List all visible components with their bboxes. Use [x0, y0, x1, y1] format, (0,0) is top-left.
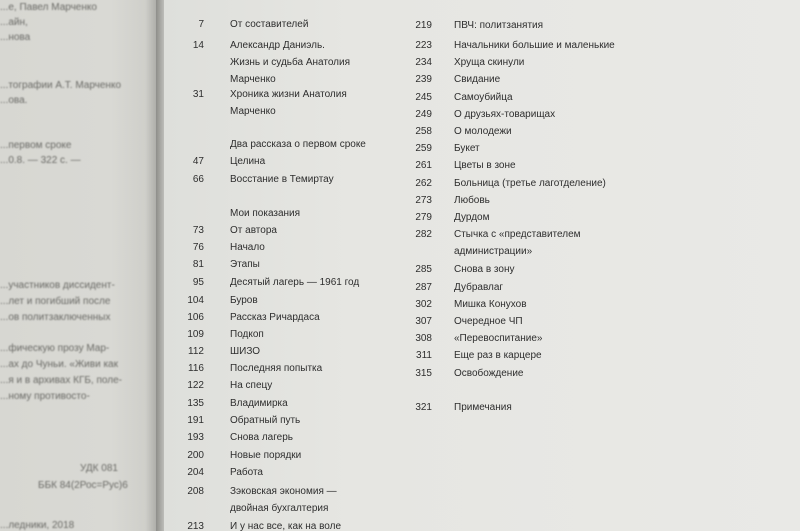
toc-title: Марченко — [230, 74, 276, 85]
left-page-line: ...я и в архивах КГБ, поле- — [0, 375, 122, 386]
toc-title: Работа — [230, 467, 263, 478]
toc-title: Любовь — [454, 195, 490, 206]
toc-title: Мишка Конухов — [454, 299, 527, 310]
toc-title: Владимирка — [230, 398, 288, 409]
toc-title: Жизнь и судьба Анатолия — [230, 57, 351, 68]
toc-title: Восстание в Темиртау — [230, 174, 334, 185]
toc-page-number: 116 — [188, 363, 204, 374]
toc-title: Самоубийца — [454, 92, 513, 103]
toc-page-number: 200 — [187, 450, 204, 461]
toc-title: На спецу — [230, 380, 273, 391]
toc-page-number: 307 — [415, 316, 432, 327]
toc-page-number: 191 — [187, 415, 204, 426]
left-page-line: ...ному противосто- — [0, 391, 90, 402]
toc-title: От автора — [230, 225, 277, 236]
left-page-line: ...нова — [0, 32, 31, 43]
toc-page-number: 14 — [192, 40, 204, 51]
toc-title: Свидание — [454, 74, 501, 85]
toc-title: Снова в зону — [454, 264, 515, 275]
toc-page-number: 245 — [415, 92, 432, 103]
toc-title: «Перевоспитание» — [454, 333, 543, 344]
toc-title: Этапы — [230, 259, 260, 270]
toc-page-number: 311 — [416, 350, 432, 361]
left-page-line: ББК 84(2Рос=Рус)6 — [38, 480, 128, 491]
toc-page-number: 279 — [415, 212, 432, 223]
left-page-line: ...ова. — [0, 95, 28, 106]
toc-title: Дурдом — [454, 212, 490, 223]
toc-page-number: 135 — [187, 398, 204, 409]
toc-page-number: 204 — [187, 467, 204, 478]
toc-title: Мои показания — [230, 208, 301, 219]
toc-page-number: 213 — [187, 521, 204, 531]
left-page-line: ...ледники, 2018 — [0, 520, 75, 531]
left-page-line: ...первом сроке — [0, 140, 72, 151]
toc-page-number: 193 — [187, 432, 204, 443]
toc-title: Два рассказа о первом сроке — [230, 139, 366, 150]
left-page-line: ...тографии А.Т. Марченко — [0, 80, 122, 91]
toc-page-number: 315 — [415, 368, 432, 379]
toc-title: Освобождение — [454, 368, 524, 379]
toc-title: ШИЗО — [230, 346, 261, 357]
left-page-line: ...айн, — [0, 17, 28, 28]
toc-title: О молодежи — [454, 126, 512, 137]
toc-title: Буров — [230, 295, 258, 306]
toc-title: двойная бухгалтерия — [230, 503, 329, 514]
toc-title: Очередное ЧП — [454, 316, 523, 327]
toc-page-number: 66 — [192, 174, 204, 185]
toc-title: Дубравлаг — [454, 282, 504, 293]
toc-page-number: 302 — [415, 299, 432, 310]
toc-title: Еще раз в карцере — [454, 350, 542, 361]
toc-title: От составителей — [230, 19, 309, 30]
toc-title: Стычка с «представителем — [454, 229, 581, 240]
right-page — [164, 0, 800, 531]
toc-page-number: 47 — [192, 156, 204, 167]
toc-page-number: 249 — [415, 109, 432, 120]
toc-title: Целина — [230, 156, 266, 167]
left-page-line: ...е, Павел Марченко — [0, 2, 97, 13]
toc-page-number: 219 — [415, 20, 432, 31]
toc-page-number: 285 — [415, 264, 432, 275]
toc-page-number: 282 — [415, 229, 432, 240]
toc-title: Начало — [230, 242, 265, 253]
toc-page-number: 261 — [415, 160, 432, 171]
toc-page-number: 234 — [415, 57, 432, 68]
toc-title: Зэковская экономия — — [230, 486, 337, 497]
toc-title: Александр Даниэль. — [230, 40, 325, 51]
toc-page-number: 239 — [415, 74, 432, 85]
toc-page-number: 258 — [415, 126, 432, 137]
toc-page-number: 109 — [187, 329, 204, 340]
left-page-line: ...ах до Чуньи. «Живи как — [0, 359, 118, 370]
left-page-line: ...фическую прозу Мар- — [0, 343, 110, 354]
left-page-line: УДК 081 — [80, 463, 118, 474]
toc-page-number: 287 — [415, 282, 432, 293]
left-page — [0, 0, 158, 531]
left-page-line: ...0.8. — 322 с. — — [0, 155, 81, 166]
toc-page-number: 76 — [192, 242, 204, 253]
toc-page-number: 122 — [187, 380, 204, 391]
toc-title: Обратный путь — [230, 415, 301, 426]
toc-title: ПВЧ: политзанятия — [454, 20, 544, 31]
toc-title: Десятый лагерь — 1961 год — [230, 277, 360, 288]
toc-page-number: 112 — [188, 346, 204, 357]
toc-title: И у нас все, как на воле — [230, 521, 342, 531]
left-page-line: ...лет и погибший после — [0, 296, 111, 307]
left-page-line: ...участников диссидент- — [0, 280, 115, 291]
toc-title: О друзьях-товарищах — [454, 109, 556, 120]
left-page-line: ...ов политзаключенных — [0, 312, 111, 323]
toc-page-number: 104 — [187, 295, 204, 306]
toc-page-number: 321 — [415, 402, 432, 413]
toc-page-number: 259 — [415, 143, 432, 154]
toc-page-number: 262 — [415, 178, 432, 189]
toc-title: Снова лагерь — [230, 432, 294, 443]
toc-title: Последняя попытка — [230, 363, 323, 374]
toc-title: Новые порядки — [230, 450, 302, 461]
toc-page-number: 7 — [198, 19, 204, 30]
toc-page-number: 223 — [415, 40, 432, 51]
toc-page-number: 208 — [187, 486, 204, 497]
toc-title: Марченко — [230, 106, 276, 117]
toc-title: Примечания — [454, 402, 512, 413]
toc-title: администрации» — [454, 246, 533, 257]
toc-page-number: 273 — [415, 195, 432, 206]
toc-title: Хроника жизни Анатолия — [230, 89, 347, 100]
toc-title: Начальники большие и маленькие — [454, 40, 615, 51]
toc-page-number: 95 — [192, 277, 204, 288]
toc-title: Букет — [454, 143, 480, 154]
toc-title: Хруща скинули — [454, 57, 525, 68]
toc-page-number: 73 — [192, 225, 204, 236]
toc-title: Больница (третье лаготделение) — [454, 178, 606, 189]
toc-page-number: 31 — [192, 89, 204, 100]
toc-page-number: 308 — [415, 333, 432, 344]
toc-title: Цветы в зоне — [454, 160, 516, 171]
toc-title: Рассказ Ричардаса — [230, 312, 320, 323]
toc-title: Подкоп — [230, 329, 264, 340]
toc-page-number: 106 — [187, 312, 204, 323]
toc-page-number: 81 — [192, 259, 204, 270]
